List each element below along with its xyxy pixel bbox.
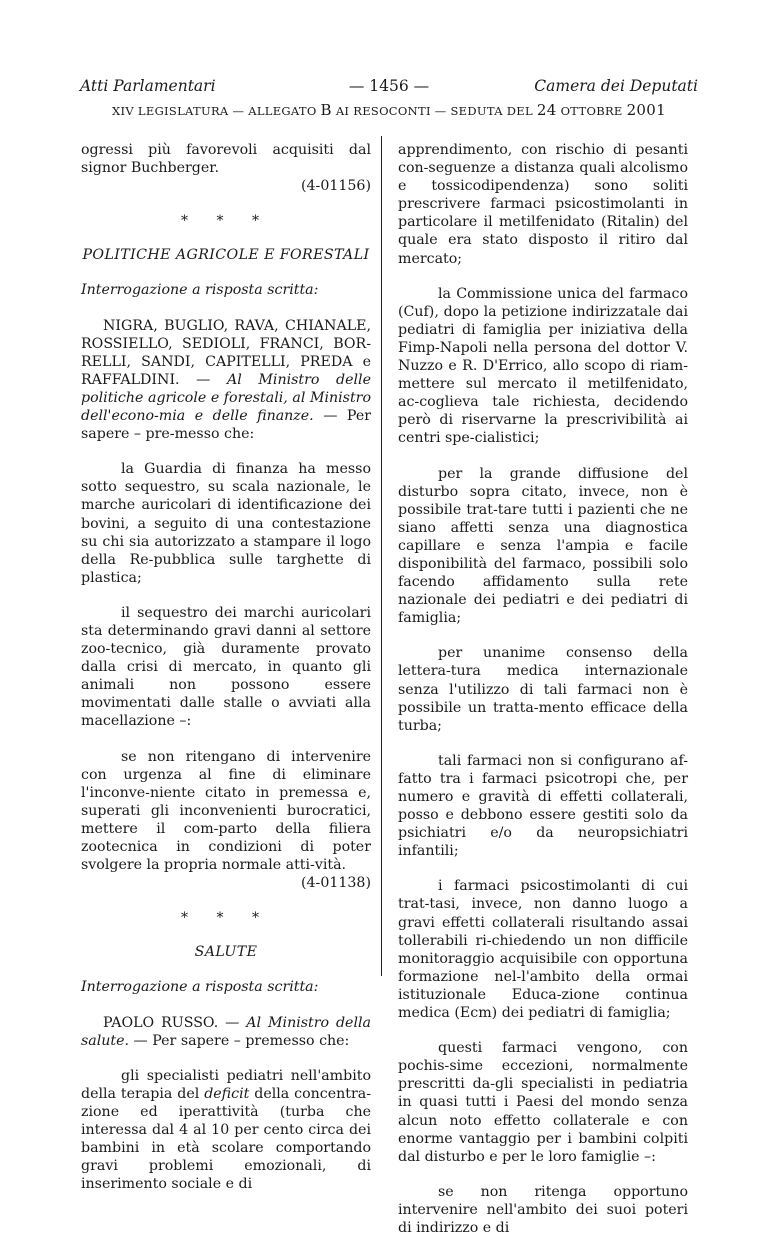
- signatory-names: NIGRA, BUGLIO, RAVA, CHIANALE, ROSSIELLO, SEDIOLI, FRANCI, BOR-RELLI, SANDI, CAPITELLI, PREDA e RAFFALDINI. —: [81, 317, 371, 388]
- subheader-month: OTTOBRE: [560, 104, 623, 118]
- paragraph: [81, 141, 371, 195]
- paragraph-text: della concentra-zione ed iperattività (turba che interessa dal 4 al 10 per cento circa dei bambini in età scolare comportando gravi problemi emozionali, di inserimento sociale e di: [81, 1085, 372, 1193]
- paragraph: se non ritenga opportuno intervenire nell'ambito dei suoi poteri di indirizzo e di: [398, 1183, 688, 1236]
- subheader-year: 2001: [626, 101, 666, 119]
- subheader-allegato-letter: B: [320, 101, 332, 119]
- paragraph: per unanime consenso della lettera-tura medica internazionale senza l'utilizzo di tali farmaci non è possibile un tratta-mento efficace della turba;: [398, 645, 688, 734]
- paragraph: i farmaci psicostimolanti di cui trat-tasi, invece, non danno luogo a gravi effetti collaterali risultando assai tollerabili ri-chiedendo un non difficile monitoraggio acquisibile con opportuna formazione nel-l'ambito della ormai istituzionale Educa-zione continua medica (Ecm) dei pediatri di famiglia;: [398, 878, 688, 1022]
- subheader-part1: XIV LEGISLATURA — ALLEGATO: [112, 104, 317, 118]
- paragraph: apprendimento, con rischio di pesanti con-seguenze a distanza quali alcolismo e tossicodipendenza) sono soliti prescrivere farmaci psicostimolanti in particolare il metilfenidato (Ritalin) del quale era stato disposto il ritiro dal mercato;: [398, 142, 688, 267]
- subsection-heading: Interrogazione a risposta scritta:: [81, 979, 319, 996]
- paragraph: la Commissione unica del farmaco (Cuf), dopo la petizione indirizzatale dai pediatri di famiglia per iniziativa della Fimp-Napoli nella persona del dottor V. Nuzzo e R. D'Errico, allo scopo di riam-mettere sul mercato il metilfenidato, ac-coglieva tale richiesta, decidendo però di riservarne la prescrivibilità ai centri spe-cialistici;: [398, 285, 688, 447]
- paragraph: la Guardia di finanza ha messo sotto sequestro, su scala nazionale, le marche auricolari di identificazione dei bovini, a seguito di una contestazione su chi sia autorizzato a stampare il logo della Re-pubblica sulle targhette di plastica;: [81, 461, 371, 586]
- section-separator: * * *: [181, 213, 271, 230]
- legislature-subheader: [80, 101, 698, 119]
- addressed-minister: Al Ministro della salute.: [81, 1014, 371, 1049]
- premise-intro: — Per sapere – pre-messo che:: [81, 408, 371, 443]
- signatories: [81, 317, 371, 444]
- page-number: — 1456 —: [348, 77, 430, 95]
- premise-intro: — Per sapere – premesso che:: [133, 1032, 350, 1049]
- paragraph: il sequestro dei marchi auricolari sta determinando gravi danni al settore zoo-tecnico, già duramente provato dalla crisi di mercato, in quanto gli animali non possono essere movimentati dalle stalle o avviati alla macellazione –:: [81, 604, 371, 730]
- interrogation-code: (4-01156): [300, 178, 371, 195]
- italic-term: deficit: [204, 1085, 250, 1102]
- left-column: [81, 141, 371, 1210]
- section-heading: SALUTE: [194, 944, 258, 961]
- subheader-part2: AI RESOCONTI — SEDUTA DEL: [335, 104, 533, 118]
- header-title: Atti Parlamentari: [80, 77, 216, 95]
- section-heading: POLITICHE AGRICOLE E FORESTALI: [82, 247, 370, 264]
- paragraph: [81, 748, 371, 893]
- paragraph: tali farmaci non si configurano af-fatto tra i farmaci psicotropi che, per numero e gravità di effetti collaterali, posso e debbono essere gestiti solo da psichiatri e/o da neuropsichiatri infantili;: [398, 752, 688, 860]
- header-chamber: Camera dei Deputati: [534, 77, 698, 95]
- column-divider: [381, 136, 382, 976]
- paragraph-text: gli specialisti pediatri nell'ambito della terapia del: [81, 1067, 371, 1102]
- signatory-names: PAOLO RUSSO. —: [103, 1014, 240, 1031]
- subheader-day: 24: [536, 101, 557, 119]
- signatories: [81, 1014, 371, 1050]
- paragraph: per la grande diffusione del disturbo sopra citato, invece, non è possibile trat-tare tutti i pazienti che ne siano affetti senza una diagnostica capillare e senza l'ampia e facile disponibilità del farmaco, possibili solo facendo affidamento sulla rete nazionale dei pediatri e dei pediatri di famiglia;: [398, 465, 688, 627]
- page-header: [80, 77, 698, 97]
- paragraph-text: se non ritengano di intervenire con urgenza al fine di eliminare l'inconve-niente citato in premessa e, superati gli inconvenienti burocratici, mettere il com-parto della filiera zootecnica in condizioni di poter svolgere la propria normale atti-vità.: [81, 748, 371, 874]
- subsection-heading: Interrogazione a risposta scritta:: [81, 282, 319, 299]
- right-column: [398, 141, 688, 1254]
- interrogation-code: (4-01138): [300, 875, 371, 892]
- paragraph: [81, 1067, 371, 1194]
- paragraph-text: ogressi più favorevoli acquisiti dal signor Buchberger.: [81, 142, 371, 177]
- addressed-minister: Al Ministro delle politiche agricole e forestali, al Ministro dell'econo-mia e delle finanze.: [81, 371, 371, 425]
- paragraph: questi farmaci vengono, con pochis-sime eccezioni, normalmente prescritti da-gli specialisti in pediatria in quasi tutti i Paesi del mondo senza alcun noto effetto collaterale e con enorme vantaggio per i bambini colpiti dal disturbo e per le loro famiglie –:: [398, 1040, 688, 1165]
- section-separator: * * *: [181, 910, 271, 927]
